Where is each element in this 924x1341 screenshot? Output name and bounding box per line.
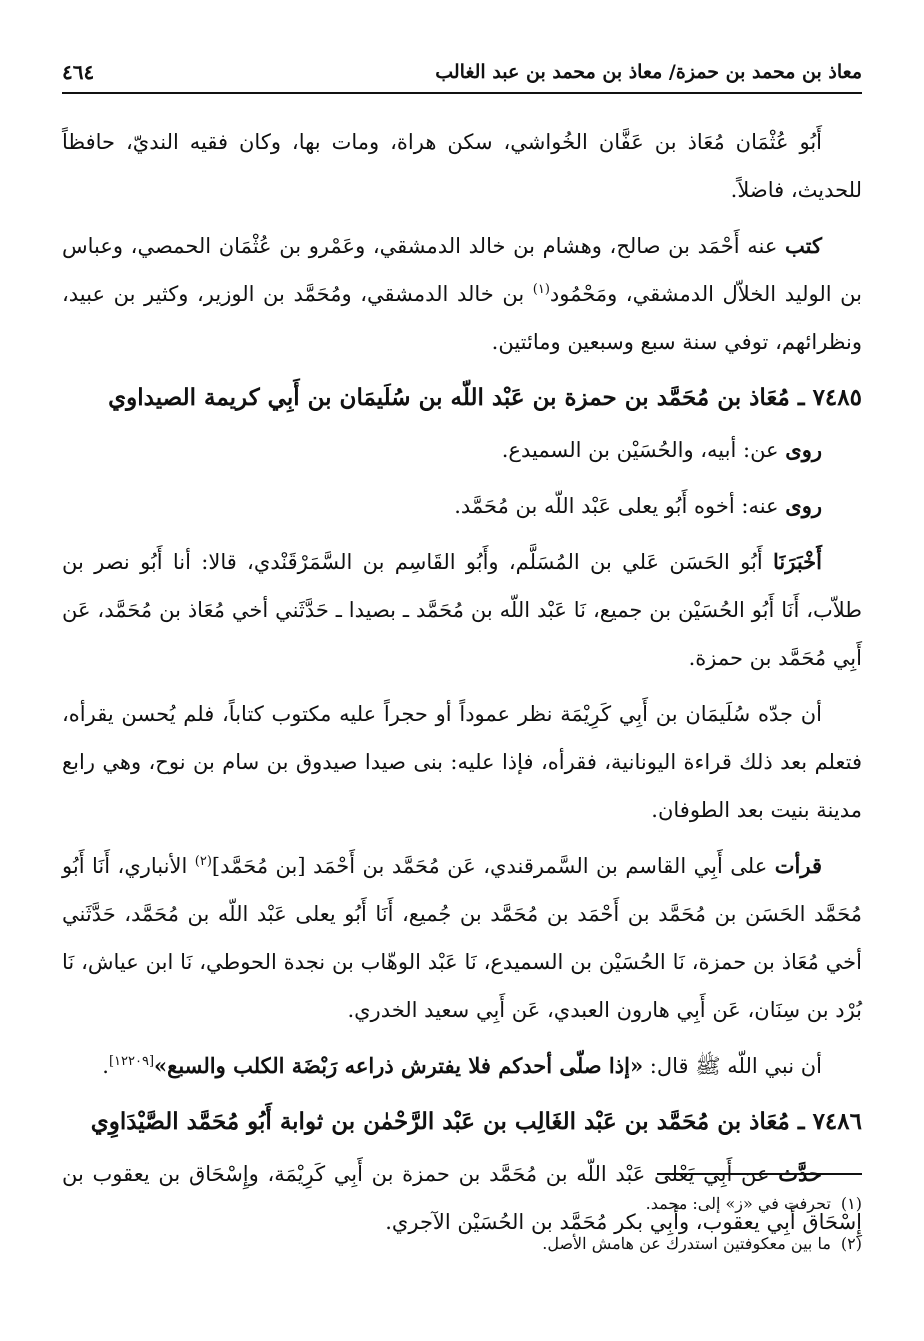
paragraph-6-text: أن جدّه سُلَيمَان بن أَبِي كَرِيْمَة نظر عموداً أو حجراً عليه مكتوب كتاباً، فلم يُحسن يقرأه، فتعلم بعد ذلك قراءة اليونانية، فقرأه، فإذا عليه: بنى صيدا صيدوق بن سام بن نوح، وهي رابع مدينة بنيت بعد الطوفان. (62, 702, 862, 822)
footnotes (62, 1184, 862, 1264)
footnote-1-text: تحرفت في «ز» إلى: محمد. (645, 1194, 831, 1213)
paragraph-3-lead: روى (785, 437, 822, 462)
paragraph-8-text: أن نبي اللّه ﷺ قال: (643, 1054, 822, 1078)
paragraph-1 (62, 118, 862, 214)
paragraph-9-text: عن أَبِي يَعْلى عَبْد اللّه بن مُحَمَّد بن حمزة بن أَبِي كَرِيْمَة، وإِسْحَاق بن يعقوب بن إِسْحَاق أَبِي يعقوب، وأَبِي بكر مُحَمَّد بن الحُسَيْن الآجري. (62, 1162, 862, 1234)
paragraph-3-text: عن: أبيه، والحُسَيْن بن السميدع. (501, 438, 786, 462)
paragraph-8 (62, 1042, 862, 1090)
paragraph-4-text: عنه: أخوه أَبُو يعلى عَبْد اللّه بن مُحَمَّد. (454, 494, 786, 518)
paragraph-2 (62, 222, 862, 366)
footnote-2 (62, 1224, 862, 1264)
paragraph-7-text-a: على أَبِي القاسم بن السَّمرقندي، عَن مُحَمَّد بن أَحْمَد [بن مُحَمَّد] (211, 854, 775, 878)
paragraph-3 (62, 426, 862, 474)
page-number: ٤٦٤ (62, 60, 95, 84)
footnote-1 (62, 1184, 862, 1224)
paragraph-1-text: أَبُو عُثْمَان مُعَاذ بن عَفَّان الخُواشي، سكن هراة، ومات بها، وكان فقيه النديّ، حافظاً للحديث، فاضلاً. (62, 130, 862, 202)
entry-7486-title: ٧٤٨٦ ـ مُعَاذ بن مُحَمَّد بن عَبْد الغَالِب بن عَبْد الرَّحْمٰن بن ثوابة أَبُو مُحَمَّد الصَّيْدَاوِي (90, 1108, 862, 1135)
paragraph-9-lead: حدَّث (778, 1161, 822, 1186)
paragraph-7-text-b: الأنباري، أَنَا أَبُو مُحَمَّد الحَسَن بن مُحَمَّد بن أَحْمَد بن مُحَمَّد بن جُميع، أَنَا أَبُو يعلى عَبْد اللّه بن مُحَمَّد، حَدَّثَني أخي مُعَاذ بن حمزة، نَا الحُسَيْن بن السميدع، نَا عَبْد الوهّاب بن نجدة الحوطي، نَا ابن عياش، نَا بُرْد بن سِنَان، عَن أَبِي هارون العبدي، عَن أَبِي سعيد الخدري. (62, 854, 862, 1022)
footnote-2-text: ما بين معكوفتين استدرك عن هامش الأصل. (542, 1234, 831, 1253)
paragraph-2-text-b: بن خالد الدمشقي، ومُحَمَّد بن الوزير، وكثير بن عبيد، ونظرائهم، توفي سنة سبع وسبعين ومائتين. (62, 282, 862, 354)
footnote-2-number: (٢) (840, 1234, 862, 1253)
footnote-1-number: (١) (840, 1194, 862, 1213)
footnote-divider (657, 1173, 862, 1175)
paragraph-5-lead: أَخْبَرَنَا (773, 549, 822, 574)
paragraph-7 (62, 842, 862, 1034)
paragraph-5 (62, 538, 862, 682)
paragraph-8-end: . (102, 1054, 109, 1078)
paragraph-4 (62, 482, 862, 530)
paragraph-2-text-a: عنه أَحْمَد بن صالح، وهشام بن خالد الدمشقي، وعَمْرو بن عُثْمَان الحمصي، وعباس بن الوليد الخلاّل الدمشقي، ومَحْمُود (62, 234, 862, 306)
footnote-ref-2: (٢) (194, 854, 212, 869)
paragraph-6 (62, 690, 862, 834)
paragraph-7-lead: قرأت (774, 853, 822, 878)
hadith-text: «إذا صلّى أحدكم فلا يفترش ذراعه رَبْضَة الكلب والسبع» (154, 1053, 644, 1078)
hadith-reference: [١٢٢٠٩] (108, 1054, 155, 1069)
running-header (62, 52, 862, 94)
main-text (62, 118, 862, 1254)
footnote-ref-1: (١) (532, 282, 550, 297)
paragraph-4-lead: روى (785, 493, 822, 518)
paragraph-5-text: أَبُو الحَسَن عَلي بن المُسَلَّم، وأَبُو القَاسِم بن السَّمَرْقَنْدي، قالا: أنا أَبُو نصر بن طلاّب، أَنَا أَبُو الحُسَيْن بن جميع، نَا عَبْد اللّه بن مُحَمَّد ـ بصيدا ـ حَدَّثَني أخي مُعَاذ بن مُحَمَّد، عَن أَبِي مُحَمَّد بن حمزة. (62, 550, 862, 670)
paragraph-2-lead: كتب (785, 233, 822, 258)
entry-7485-title: ٧٤٨٥ ـ مُعَاذ بن مُحَمَّد بن حمزة بن عَبْد اللّه بن سُلَيمَان بن أَبِي كريمة الصيداوي (108, 384, 862, 411)
header-title: معاذ بن محمد بن حمزة/ معاذ بن محمد بن عبد الغالب (435, 61, 862, 83)
